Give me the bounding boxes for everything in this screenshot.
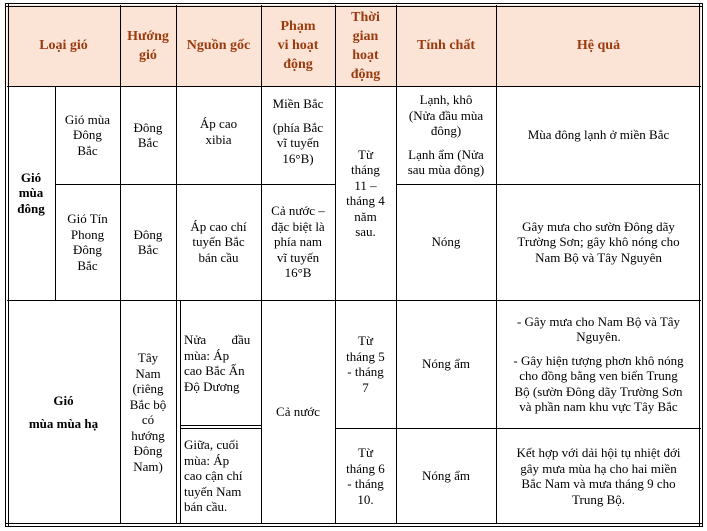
header-thoi-gian-l1: Thời: [351, 9, 380, 25]
summer-late-property-text: Nóng ẩm: [421, 468, 471, 484]
monsoon-ne-name-l3: Bắc: [77, 142, 98, 158]
summer-late-origin-l1: Giữa, cuối: [184, 437, 239, 453]
summer-early-effect: [496, 300, 701, 428]
summer-early-time: [335, 300, 396, 428]
border-right: [699, 3, 703, 527]
trade-ne-direction-l1: Đông: [133, 226, 163, 242]
monsoon-ne-effect: [496, 86, 701, 184]
summer-early-effect2-l1: - Gây hiện tượng phơn khô nóng: [513, 352, 684, 368]
trade-ne-name-l4: Bắc: [77, 257, 98, 273]
header-thoi-gian-l4: động: [350, 66, 381, 82]
monsoon-ne-property: [396, 86, 496, 184]
hline-winter-mid-b: [396, 184, 701, 185]
summer-late-effect-l4: Trung Bộ.: [572, 491, 625, 507]
border-top: [5, 3, 703, 7]
summer-early-effect2-l3: Bộ (sườn Đông dãy Trường Sơn: [514, 383, 683, 399]
trade-ne-name-l2: Phong: [70, 226, 105, 242]
monsoon-ne-name-l2: Đông: [73, 127, 102, 143]
monsoon-ne-origin-l2: xibia: [205, 131, 232, 147]
vline-55: [55, 86, 56, 300]
vline-120: [120, 5, 121, 524]
summer-direction: [120, 300, 176, 524]
summer-direction-l1: Tây: [137, 350, 159, 365]
summer-early-time-l1: Từ: [358, 333, 373, 348]
vline-396: [396, 5, 397, 524]
summer-direction-l5: có: [141, 412, 155, 427]
header-huong-gio: [120, 5, 176, 86]
monsoon-ne-scope-l1: Miền Bắc: [272, 96, 324, 111]
summer-late-origin-l2: mùa: Áp: [184, 452, 230, 468]
monsoon-ne-prop2-l1: Lạnh ẩm (Nửa: [408, 146, 484, 162]
summer-scope-text: Cả nước: [276, 404, 320, 420]
trade-ne-effect-l1: Gây mưa cho sườn Đông dãy: [522, 218, 675, 234]
border-left: [5, 3, 9, 527]
header-loai-gio: [7, 5, 120, 86]
header-nguon-goc: [176, 5, 261, 86]
trade-ne-effect-l3: Nam Bộ và Tây Nguyên: [535, 249, 662, 265]
summer-label-l1: Gió: [53, 392, 74, 408]
winter-time-l2: tháng: [351, 162, 380, 177]
trade-ne-origin-l1: Áp cao chí: [190, 218, 247, 234]
header-pham-vi-l2: vi hoạt: [277, 38, 319, 53]
winter-group-label: [7, 86, 55, 300]
monsoon-ne-prop1-l3: đông): [430, 123, 462, 139]
header-thoi-gian: [335, 5, 396, 86]
header-pham-vi-l1: Phạm: [280, 19, 316, 34]
header-he-qua: [496, 5, 701, 86]
trade-ne-scope: [261, 184, 335, 300]
winter-time: [335, 86, 396, 300]
monsoon-ne-direction: [120, 86, 176, 184]
summer-early-time-l3: - tháng: [347, 364, 384, 379]
border-bottom: [5, 523, 703, 527]
summer-direction-l8: Nam): [133, 458, 163, 474]
summer-scope: [261, 300, 335, 524]
summer-late-time-l2: tháng 6: [346, 460, 385, 476]
trade-ne-scope-l3: phía nam: [273, 234, 322, 250]
monsoon-ne-prop2-l2: sau mùa đông): [407, 162, 485, 178]
trade-ne-property-text: Nóng: [431, 234, 461, 250]
summer-group-label: [7, 300, 120, 524]
summer-early-property: [396, 300, 496, 428]
winter-time-l4: tháng 4: [346, 193, 385, 208]
trade-ne-name-l3: Đông: [73, 242, 102, 257]
summer-late-time-l4: 10.: [357, 491, 374, 507]
monsoon-ne-effect-text: Mùa đông lạnh ở miền Bắc: [527, 127, 670, 143]
summer-direction-l6: hướng: [131, 427, 165, 443]
summer-early-time-l2: tháng 5: [346, 348, 385, 364]
trade-ne-effect-l2: Trường Sơn; gây khô nóng cho: [517, 234, 680, 250]
summer-direction-l2: Nam: [135, 365, 161, 381]
summer-late-origin: [180, 428, 261, 524]
summer-late-time: [335, 428, 396, 524]
summer-direction-l3: (riêng: [132, 381, 164, 396]
monsoon-ne-scope-l3: vĩ tuyến: [276, 135, 320, 150]
trade-ne-direction-l2: Bắc: [137, 242, 159, 257]
hline-summer-origin-b: [180, 428, 261, 429]
summer-early-origin-l4: Độ Dương: [184, 378, 240, 394]
winter-label-l3: đông: [17, 200, 45, 216]
summer-late-origin-l3: cao cận chí: [184, 468, 243, 484]
summer-label-l2: mùa mùa hạ: [28, 416, 99, 431]
monsoon-ne-origin-l1: Áp cao: [199, 116, 238, 131]
monsoon-ne-prop1-l1: Lạnh, khô: [419, 92, 473, 108]
monsoon-ne-direction-l2: Bắc: [137, 135, 159, 150]
header-huong-gio-l1: Hướng: [127, 28, 169, 44]
header-pham-vi: [261, 5, 335, 86]
winter-time-l1: Từ: [358, 146, 373, 162]
trade-ne-property: [396, 184, 496, 300]
header-tinh-chat-text: Tính chất: [417, 38, 475, 53]
winter-label-l2: mùa: [18, 185, 44, 201]
winter-time-l5: năm: [354, 208, 377, 224]
monsoon-ne-scope: [261, 86, 335, 184]
header-thoi-gian-l3: hoạt: [352, 47, 379, 63]
summer-late-time-l3: - tháng: [347, 476, 384, 491]
header-pham-vi-l3: động: [283, 57, 313, 72]
vline-180: [180, 300, 181, 524]
header-loai-gio-text: Loại gió: [39, 38, 88, 53]
header-huong-gio-l2: gió: [139, 47, 157, 63]
summer-late-effect-l1: Kết hợp với dải hội tụ nhiệt đới: [516, 445, 681, 460]
summer-direction-l7: Đông: [133, 443, 163, 458]
winter-time-l6: sau.: [355, 224, 376, 239]
trade-ne-scope-l1: Cả nước –: [271, 203, 325, 219]
monsoon-ne-scope-l2: (phía Bắc: [272, 119, 324, 135]
winter-label-l1: Gió: [20, 169, 42, 185]
trade-ne-origin-l3: bán cầu: [198, 249, 239, 265]
vline-496: [496, 5, 497, 524]
trade-ne-name-l1: Gió Tín: [67, 211, 108, 226]
summer-late-time-l1: Từ: [358, 445, 373, 460]
trade-ne-effect: [496, 184, 701, 300]
header-thoi-gian-l2: gian: [352, 28, 379, 44]
monsoon-ne-name-l1: Gió mùa: [64, 111, 111, 127]
summer-early-effect1-l2: Nguyên.: [576, 329, 621, 344]
trade-ne-origin: [176, 184, 261, 300]
hline-summer-mid: [335, 428, 701, 429]
hline-header: [7, 86, 701, 87]
trade-ne-name: [55, 184, 120, 300]
summer-early-effect1-l1: - Gây mưa cho Nam Bộ và Tây: [516, 313, 681, 329]
trade-ne-origin-l2: tuyến Bắc: [192, 234, 245, 250]
summer-early-origin-l2: mùa: Áp: [184, 347, 230, 363]
vline-176: [176, 5, 177, 524]
vline-335: [335, 5, 336, 524]
summer-direction-l4: Bắc bộ: [129, 396, 167, 412]
summer-late-effect-l2: gây mưa mùa hạ cho hai miền: [520, 460, 677, 476]
summer-early-property-text: Nóng ẩm: [421, 356, 471, 372]
summer-late-origin-l5: bán cầu.: [184, 499, 228, 515]
hline-winter-mid-a: [55, 184, 335, 185]
summer-early-effect2-l4: và phần nam khu vực Tây Bắc: [519, 399, 678, 414]
summer-early-effect2-l2: cho đồng bằng ven biển Trung: [519, 368, 678, 383]
summer-late-effect-l3: Bắc Nam và mưa tháng 9 cho: [521, 476, 676, 491]
monsoon-ne-scope-l4: 16°B): [282, 150, 314, 166]
summer-late-property: [396, 428, 496, 524]
trade-ne-scope-l4: vĩ tuyến: [276, 249, 320, 265]
trade-ne-direction: [120, 184, 176, 300]
summer-early-time-l4: 7: [362, 379, 369, 395]
summer-late-effect: [496, 428, 701, 524]
winter-time-l3: 11 –: [354, 177, 377, 193]
monsoon-ne-direction-l1: Đông: [133, 119, 163, 135]
summer-early-origin-l3: cao Bắc Ấn: [184, 363, 245, 378]
hline-summer-origin-a: [180, 425, 261, 426]
monsoon-ne-prop1-l2: (Nửa đầu mùa: [408, 107, 484, 123]
summer-early-origin-l1: Nửa đầu: [184, 332, 251, 347]
hline-winter-end: [7, 300, 701, 301]
vline-261: [261, 5, 262, 524]
summer-late-origin-l4: tuyến Nam: [184, 483, 242, 499]
summer-early-origin: [180, 300, 261, 426]
monsoon-ne-origin: [176, 86, 261, 184]
header-he-qua-text: Hệ quả: [576, 38, 621, 53]
header-nguon-goc-text: Nguồn gốc: [186, 38, 251, 53]
trade-ne-scope-l2: đặc biệt là: [271, 218, 325, 234]
header-tinh-chat: [396, 5, 496, 86]
trade-ne-scope-l5: 16°B: [284, 265, 312, 281]
monsoon-ne-name: [55, 86, 120, 184]
